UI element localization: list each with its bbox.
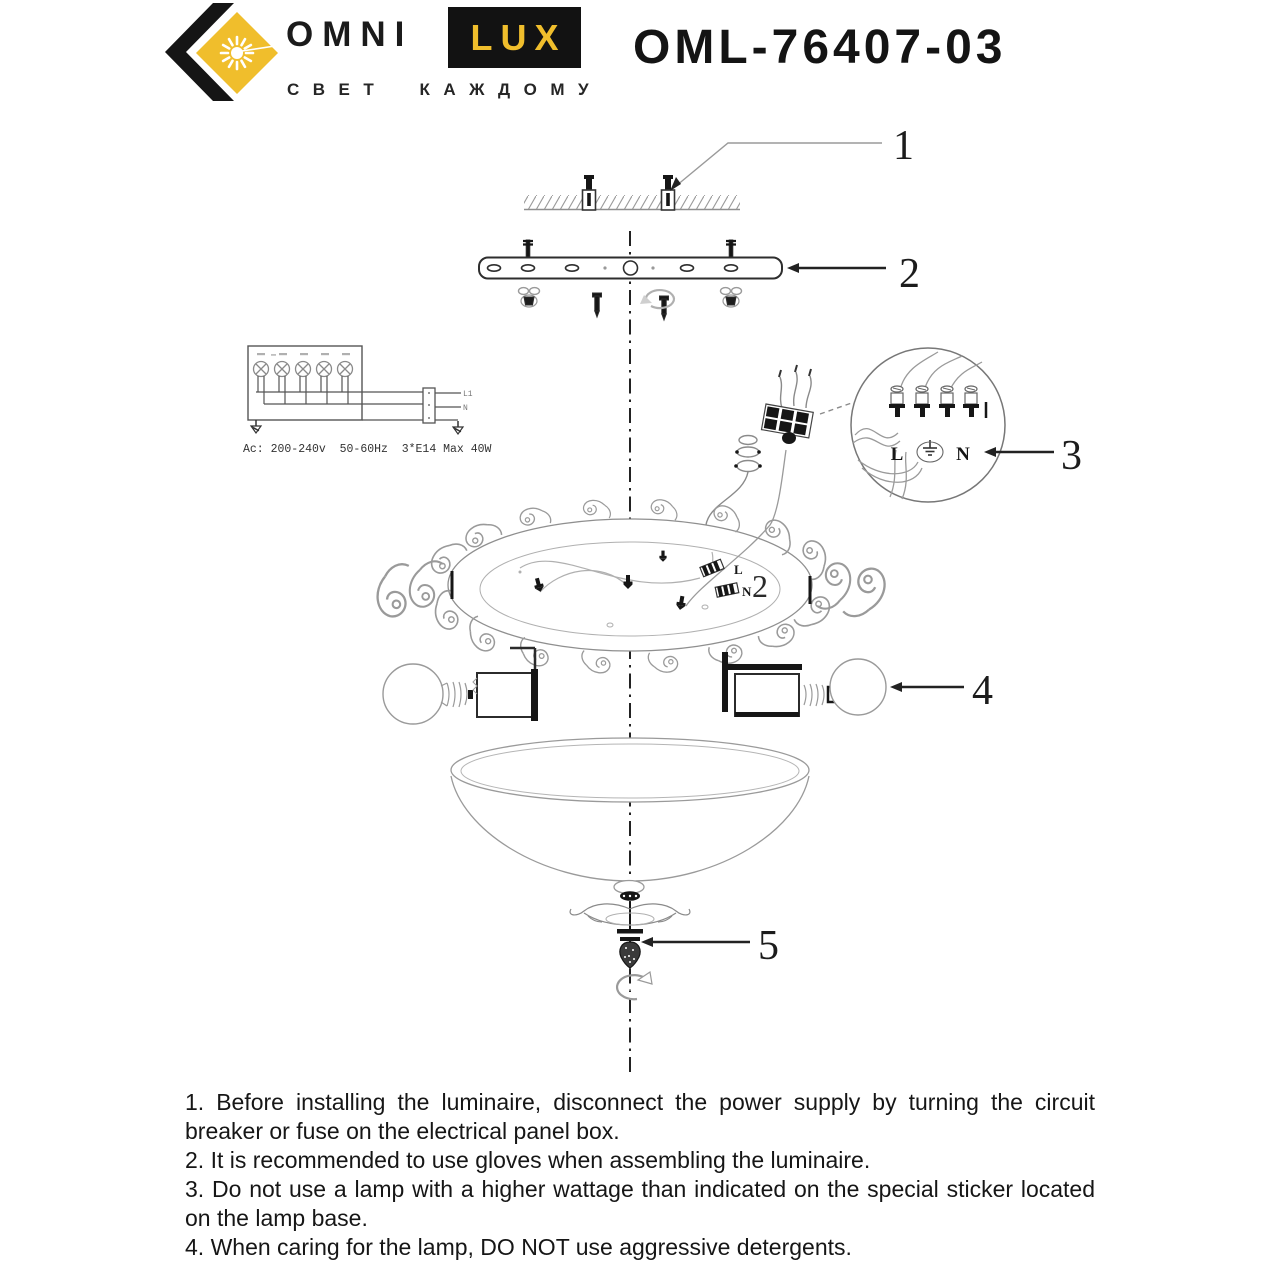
- instruction-item: 1. Before installing the luminaire, disconnect the power supply by turning the circuit breaker or fuse on the electrical panel box.: [185, 1089, 1095, 1144]
- light-bulb-left: [383, 664, 443, 724]
- wire-bundle-group: [706, 365, 866, 552]
- brand-tagline: СВЕТ КАЖДОМУ: [287, 80, 603, 99]
- plate-label-l: L: [734, 562, 743, 577]
- ground-symbol: [453, 421, 463, 434]
- wiring-schematic-inset: [243, 346, 492, 456]
- detail-label-l: L: [890, 444, 904, 465]
- plate-label-n: N: [742, 584, 752, 599]
- brand-name-secondary: LUX: [470, 17, 567, 58]
- callout-2: 2: [899, 251, 920, 297]
- brand-name-primary: OMNI: [286, 15, 414, 54]
- inset-out-top-label: L1: [463, 390, 473, 399]
- ceiling-plate-group: [372, 450, 887, 674]
- wing-nut: [519, 288, 540, 307]
- ground-symbol: [251, 420, 261, 433]
- ring-stack: [734, 436, 762, 472]
- ceiling-group: [524, 143, 882, 210]
- callout-1: 1: [893, 123, 914, 169]
- callout-1-arrowhead: [670, 177, 681, 191]
- instruction-item: 2. It is recommended to use gloves when assembling the luminaire.: [185, 1147, 871, 1173]
- wing-nut: [721, 288, 742, 307]
- bulb-socket-group: [383, 648, 886, 724]
- model-number: OML-76407-03: [633, 21, 1007, 74]
- instruction-item: 3. Do not use a lamp with a higher wattage than indicated on the special sticker located on the lamp base.: [185, 1176, 1095, 1231]
- callout-4-arrowhead: [890, 682, 902, 692]
- socket-left: [473, 648, 538, 721]
- callout-5: 5: [758, 923, 779, 969]
- instructions-block: [185, 1088, 1095, 1262]
- callout-5-arrowhead: [641, 937, 653, 947]
- callout-4: 4: [972, 668, 993, 714]
- callout-2-arrowhead: [787, 263, 799, 273]
- wiring-detail-circle: [851, 348, 1005, 502]
- callout-3: 3: [1061, 433, 1082, 479]
- glass-bowl-group: [451, 738, 809, 901]
- ceiling-anchor: [662, 175, 675, 210]
- plate-label-num: 2: [752, 568, 768, 604]
- finial-knob: [620, 942, 640, 968]
- finial-group: [570, 902, 690, 999]
- instruction-item: 4. When caring for the lamp, DO NOT use aggressive detergents.: [185, 1234, 852, 1260]
- inset-spec-line: Ac: 200-240v 50-60Hz 3*E14 Max 40W: [243, 443, 492, 456]
- inset-out-bottom-label: N: [463, 404, 468, 413]
- screw: [593, 293, 602, 317]
- ceiling-anchor: [583, 175, 596, 210]
- detail-label-n: N: [956, 444, 970, 465]
- bar-screw: [523, 240, 533, 257]
- light-bulb-right: [830, 659, 886, 715]
- bar-screw: [726, 240, 736, 257]
